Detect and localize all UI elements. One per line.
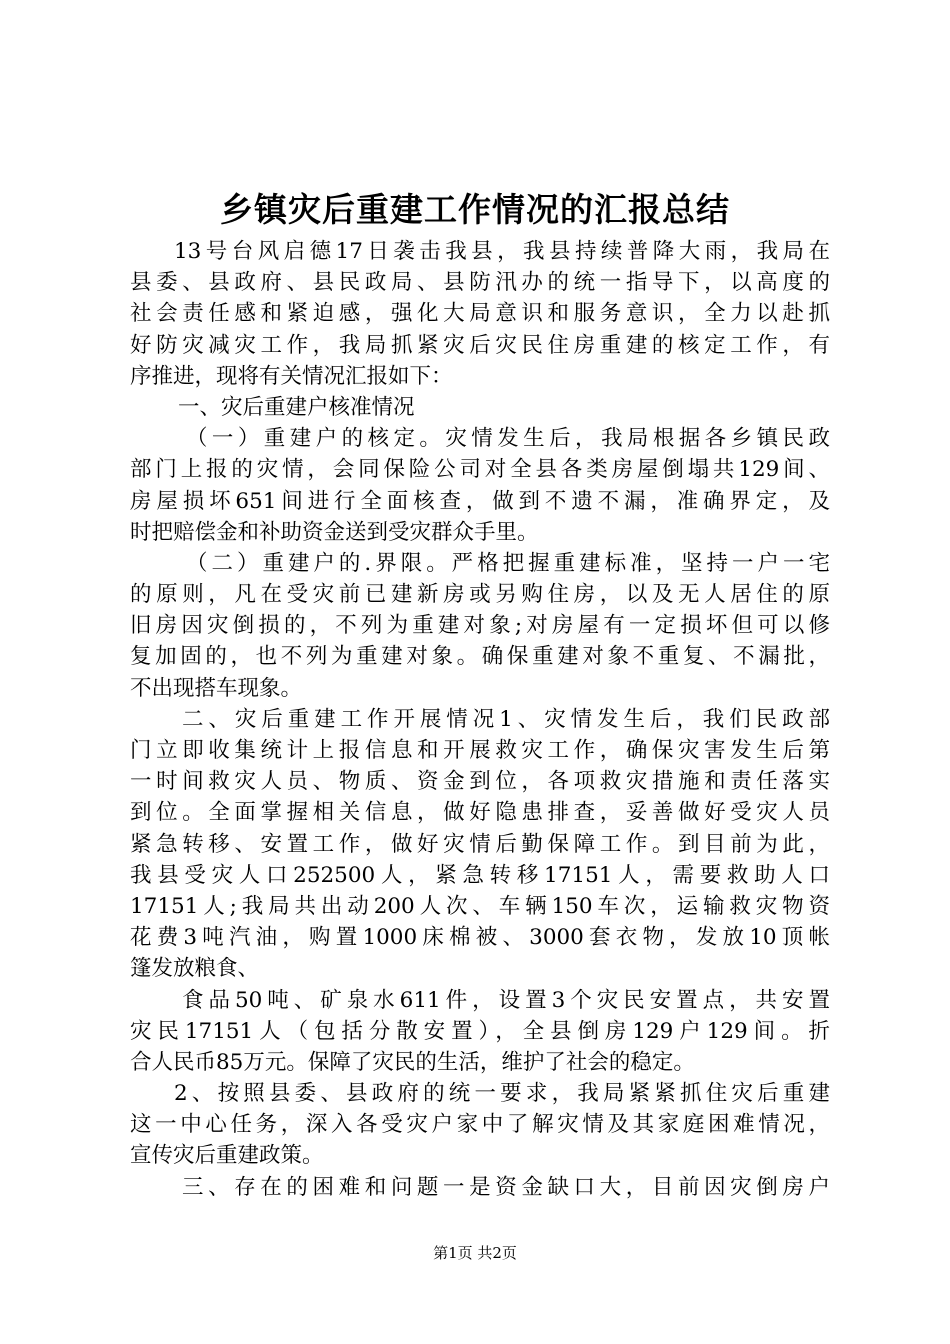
text-line: 时把赔偿金和补助资金送到受灾群众手里。 xyxy=(130,519,539,545)
text-line: 部门上报的灾情，会同保险公司对全县各类房屋倒塌共129间、 xyxy=(130,457,830,483)
text-line: 县委、县政府、县民政局、县防汛办的统一指导下，以高度的 xyxy=(130,270,830,296)
text-line: 食品50吨、矿泉水611件，设置3个灾民安置点，共安置 xyxy=(182,987,830,1013)
text-line: 篷发放粮食、 xyxy=(130,956,260,982)
text-line: 三、存在的困难和问题一是资金缺口大，目前因灾倒房户 xyxy=(182,1174,830,1200)
text-line: 到位。全面掌握相关信息，做好隐患排查，妥善做好受灾人员 xyxy=(130,800,830,826)
text-line: 旧房因灾倒损的，不列为重建对象;对房屋有一定损坏但可以修 xyxy=(130,613,830,639)
text-line: 不出现搭车现象。 xyxy=(130,675,303,701)
text-line: 这一中心任务，深入各受灾户家中了解灾情及其家庭困难情况， xyxy=(130,1112,830,1138)
text-line: 房屋损坏651间进行全面核查，做到不遗不漏，准确界定，及 xyxy=(130,488,830,514)
text-line: 灾民17151人（包括分散安置），全县倒房129户129间。折 xyxy=(130,1018,830,1044)
text-line: 17151人;我局共出动200人次、车辆150车次，运输救灾物资 xyxy=(130,893,830,919)
text-line: 紧急转移、安置工作，做好灾情后勤保障工作。到目前为此， xyxy=(130,831,830,857)
text-line: （一）重建户的核定。灾情发生后，我局根据各乡镇民政 xyxy=(186,426,830,452)
text-line: 花费3吨汽油，购置1000床棉被、3000套衣物，发放10顶帐 xyxy=(130,925,830,951)
text-line: 好防灾减灾工作，我局抓紧灾后灾民住房重建的核定工作，有 xyxy=(130,332,830,358)
text-line: （二）重建户的.界限。严格把握重建标准，坚持一户一宅 xyxy=(186,550,830,576)
text-line: 一、灾后重建户核准情况 xyxy=(178,394,415,420)
page-footer: 第1页 共2页 xyxy=(433,1244,517,1262)
text-line: 13号台风启德17日袭击我县，我县持续普降大雨，我局在 xyxy=(174,239,830,264)
text-line: 复加固的，也不列为重建对象。确保重建对象不重复、不漏批， xyxy=(130,644,830,670)
text-line: 序推进，现将有关情况汇报如下： xyxy=(130,363,453,389)
text-line: 我县受灾人口252500人，紧急转移17151人，需要救助人口 xyxy=(130,862,830,888)
text-line: 2、按照县委、县政府的统一要求，我局紧紧抓住灾后重建 xyxy=(174,1081,830,1107)
text-line: 合人民币85万元。保障了灾民的生活，维护了社会的稳定。 xyxy=(130,1049,695,1075)
text-line: 一时间救灾人员、物质、资金到位，各项救灾措施和责任落实 xyxy=(130,769,830,795)
text-line: 社会责任感和紧迫感，强化大局意识和服务意识，全力以赴抓 xyxy=(130,301,830,327)
text-line: 宣传灾后重建政策。 xyxy=(130,1143,324,1169)
text-line: 二、灾后重建工作开展情况1、灾情发生后，我们民政部 xyxy=(182,706,830,732)
document-body xyxy=(130,236,830,1203)
text-line: 门立即收集统计上报信息和开展救灾工作，确保灾害发生后第 xyxy=(130,738,830,763)
document-title: 乡镇灾后重建工作情况的汇报总结 xyxy=(220,190,730,229)
text-line: 的原则，凡在受灾前已建新房或另购住房，以及无人居住的原 xyxy=(130,582,830,608)
